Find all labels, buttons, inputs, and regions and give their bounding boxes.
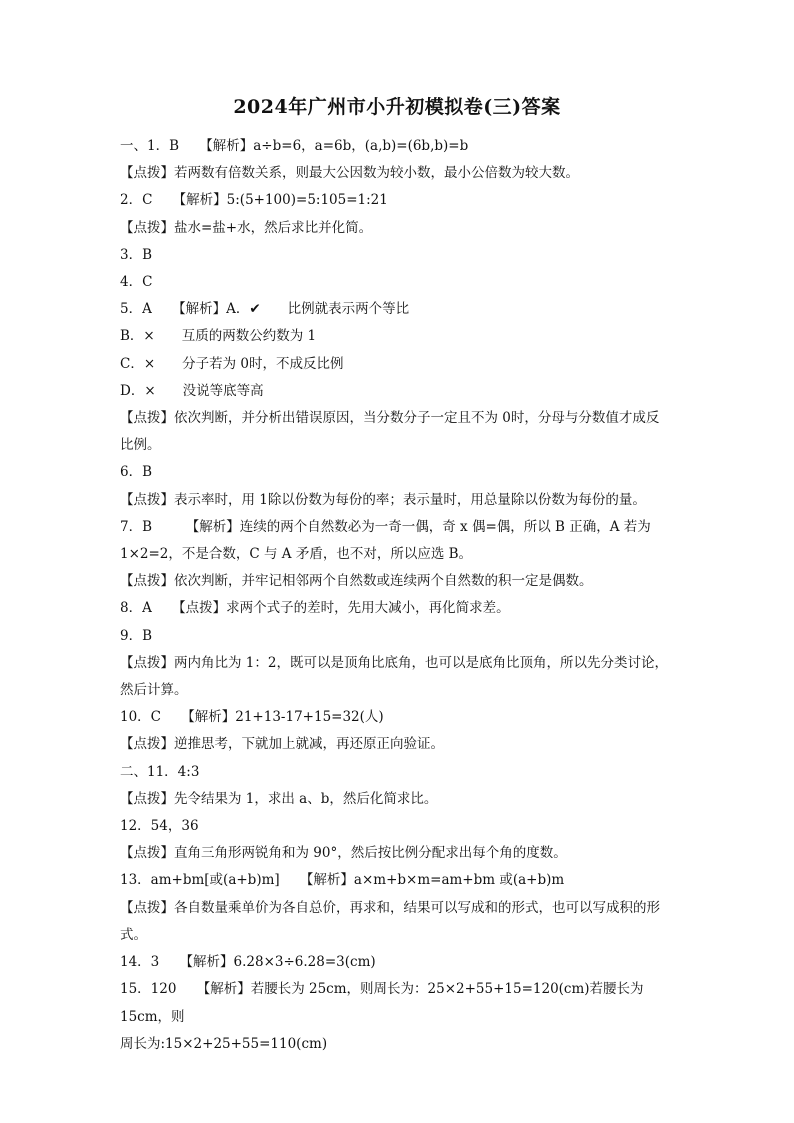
text-line: 6．B <box>120 464 153 481</box>
text-line: 【点拨】依次判断，并牢记相邻两个自然数或连续两个自然数的积一定是偶数。 <box>120 573 593 590</box>
text-line: 式。 <box>120 926 147 943</box>
text-line: 【点拨】依次判断，并分析出错误原因，当分数分子一定且不为 0时，分母与分数值才成反 <box>120 410 660 427</box>
text-line: 10．C 【解析】21+13-17+15=32(人) <box>120 709 384 726</box>
text-line: 2．C 【解析】5:(5+100)=5:105=1:21 <box>120 192 388 209</box>
text-line: B．× 互质的两数公约数为 1 <box>120 328 317 345</box>
text-line: 比例。 <box>120 437 161 454</box>
text-line: 5．A 【解析】A．✔ 比例就表示两个等比 <box>120 301 410 318</box>
text-line: 一、1．B 【解析】a÷b=6，a=6b，(a,b)=(6b,b)=b <box>120 138 469 154</box>
answer-content <box>120 133 680 1058</box>
text-line: 13．am+bm[或(a+b)m] 【解析】a×m+b×m=am+bm 或(a+b)m <box>120 872 565 889</box>
text-line: 然后计算。 <box>120 682 188 699</box>
text-line: 15．120 【解析】若腰长为 25cm，则周长为：25×2+55+15=120(cm)若腰长为 15cm，则 <box>120 981 648 1025</box>
text-line: 3．B <box>120 246 153 263</box>
text-line: 7．B 【解析】连续的两个自然数必为一奇一偶，奇 x 偶=偶，所以 B 正确，A 若为 <box>120 518 651 535</box>
page-title: 2024年广州市小升初模拟卷(三)答案 <box>233 96 561 118</box>
text-line: 【点拨】若两数有倍数关系，则最大公因数为较小数，最小公倍数为较大数。 <box>120 165 579 182</box>
text-line: 【点拨】表示率时，用 1除以份数为每份的率；表示量时，用总量除以份数为每份的量。 <box>120 491 646 508</box>
text-line: D．× 没说等底等高 <box>120 382 264 399</box>
text-line: 12．54，36 <box>120 818 199 835</box>
text-line: 二、11．4:3 <box>120 763 200 780</box>
text-line: 1×2=2，不是合数，C 与 A 矛盾，也不对，所以应选 B。 <box>120 546 473 563</box>
text-line: 【点拨】盐水=盐+水，然后求比并化简。 <box>120 219 373 236</box>
text-line: 14．3 【解析】6.28×3÷6.28=3(cm) <box>120 954 376 971</box>
text-line: 【点拨】各自数量乘单价为各自总价，再求和，结果可以写成和的形式，也可以写成积的形 <box>120 899 660 916</box>
text-line: 【点拨】直角三角形两锐角和为 90°，然后按比例分配求出每个角的度数。 <box>120 845 567 862</box>
text-line: C．× 分子若为 0时，不成反比例 <box>120 355 344 372</box>
text-line: 9．B <box>120 627 153 644</box>
text-line: 周长为:15×2+25+55=110(cm) <box>120 1035 328 1052</box>
text-line: 4．C <box>120 274 153 291</box>
text-line: 【点拨】逆推思考，下就加上就减，再还原正向验证。 <box>120 736 444 753</box>
text-line: 8．A 【点拨】求两个式子的差时，先用大减小，再化简求差。 <box>120 600 510 617</box>
text-line: 【点拨】两内角比为 1：2，既可以是顶角比底角，也可以是底角比顶角，所以先分类讨论， <box>120 654 668 671</box>
text-line: 【点拨】先令结果为 1，求出 a、b，然后化简求比。 <box>120 790 438 807</box>
